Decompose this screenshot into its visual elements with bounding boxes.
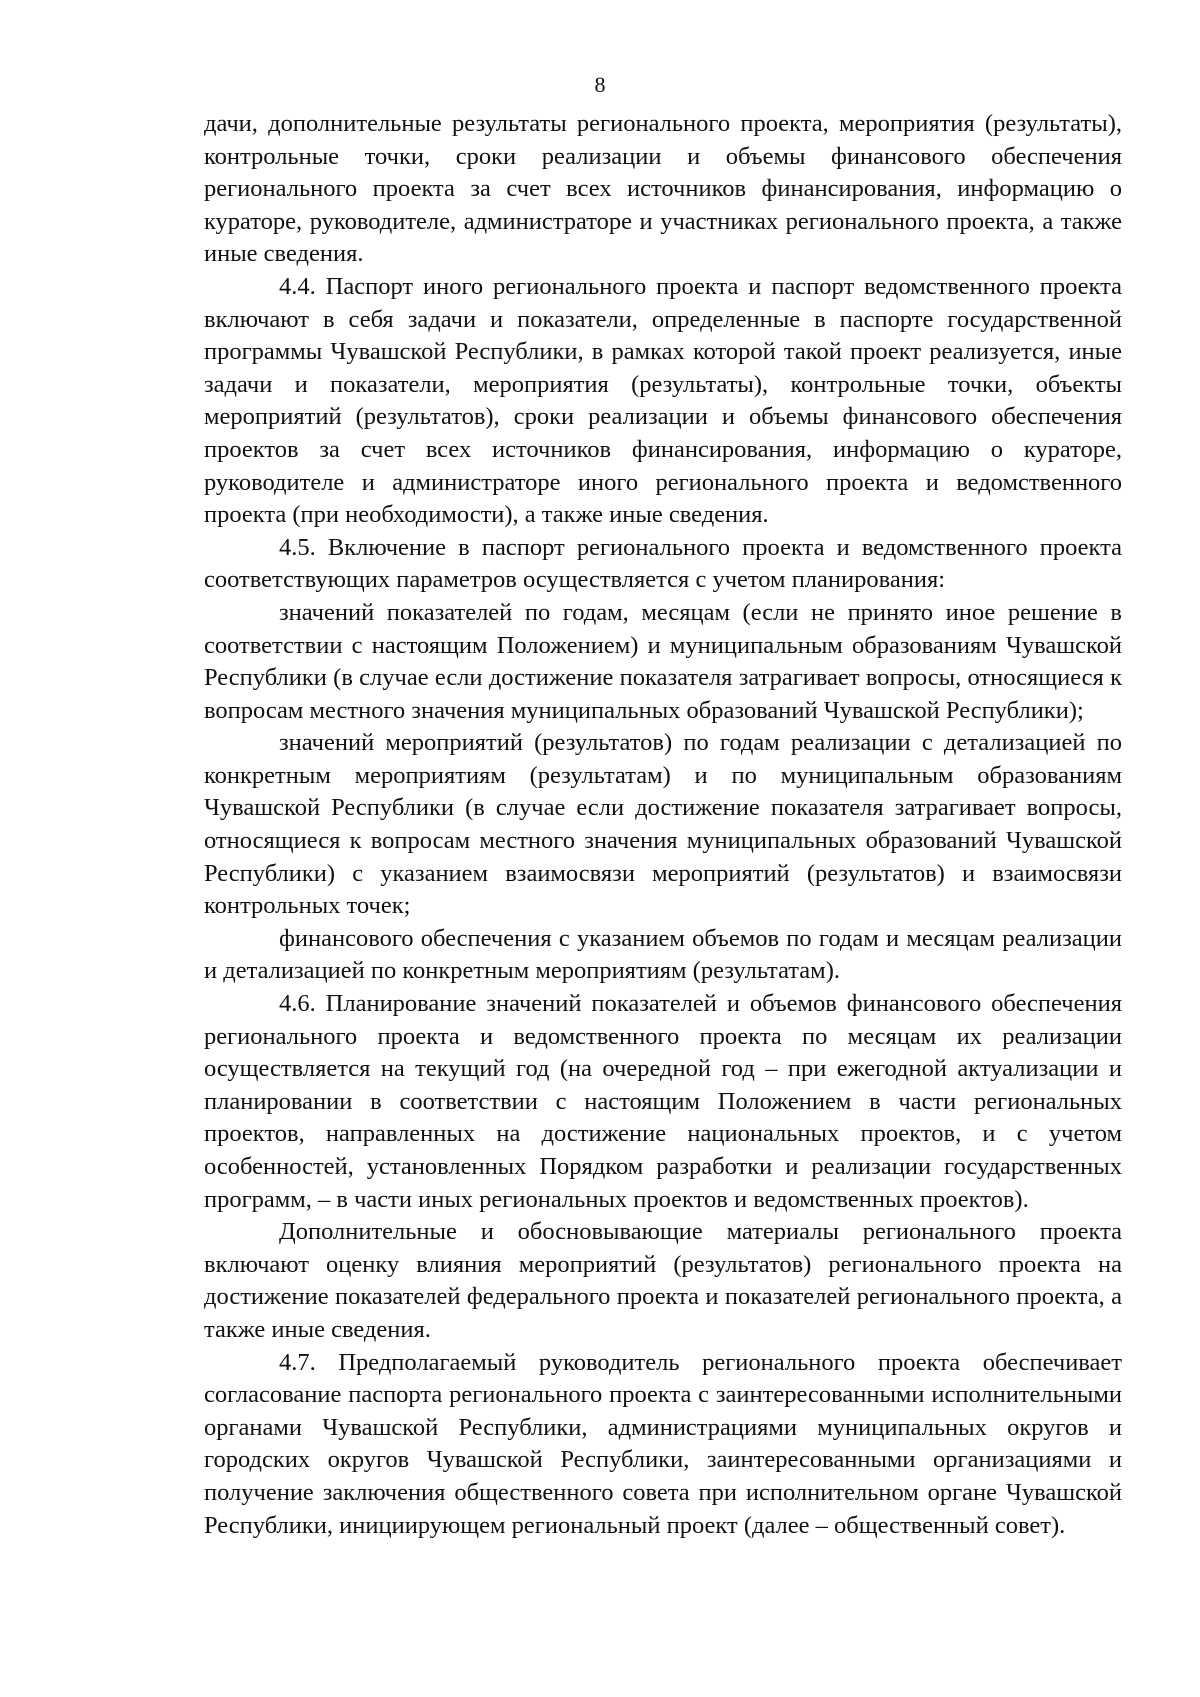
paragraph-4-5-activities: значений мероприятий (результатов) по годам реализации с детализацией по конкретным мероприятиям (результатам) и по муниципальным образованиям Чувашской Республики (в случае если достижение показателя затрагивает вопросы, относящиеся к вопросам местного значения муниципальных образований Чувашской Республики) с указанием взаимосвязи мероприятий (результатов) и взаимосвязи контрольных точек; <box>204 729 1122 920</box>
paragraph-4-7: 4.7. Предполагаемый руководитель регионального проекта обеспечивает согласование паспорта регионального проекта с заинтересованными исполнительными органами Чувашской Республики, администрациями муниципальных округов и городских округов Чувашской Республики, заинтересованными организациями и получение заключения общественного совета при исполнительном органе Чувашской Республики, инициирующем региональный проект (далее – общественный совет). <box>204 1348 1122 1539</box>
paragraph-4-6-materials: Дополнительные и обосновывающие материалы регионального проекта включают оценку влияния мероприятий (результатов) регионального проекта на достижение показателей федерального проекта и показателей регионального проекта, а также иные сведения. <box>204 1218 1122 1343</box>
paragraph-4-4: 4.4. Паспорт иного регионального проекта и паспорт ведомственного проекта включают в себя задачи и показатели, определенные в паспорте государственной программы Чувашской Республики, в рамках которой такой проект реализуется, иные задачи и показатели, мероприятия (результаты), контрольные точки, объекты мероприятий (результатов), сроки реализации и объемы финансового обеспечения проектов за счет всех источников финансирования, информацию о кураторе, руководителе и администраторе иного регионального проекта и ведомственного проекта (при необходимости), а также иные сведения. <box>204 272 1122 529</box>
paragraph-4-5-indicators: значений показателей по годам, месяцам (если не принято иное решение в соответствии с настоящим Положением) и муниципальным образованиям Чувашской Республики (в случае если достижение показателя затрагивает вопросы, относящиеся к вопросам местного значения муниципальных образований Чувашской Республики); <box>204 598 1122 724</box>
document-body <box>204 108 1122 1542</box>
paragraph-4-6: 4.6. Планирование значений показателей и объемов финансового обеспечения регионального проекта и ведомственного проекта по месяцам их реализации осуществляется на текущий год (на очередной год – при ежегодной актуализации и планировании в соответствии с настоящим Положением в части региональных проектов, направленных на достижение национальных проектов, и с учетом особенностей, установленных Порядком разработки и реализации государственных программ, – в части иных региональных проектов и ведомственных проектов). <box>204 990 1122 1213</box>
page-number: 8 <box>594 72 606 97</box>
paragraph-4-5-financing: финансового обеспечения с указанием объемов по годам и месяцам реализации и детализацией по конкретным мероприятиям (результатам). <box>204 924 1122 985</box>
paragraph-4-5: 4.5. Включение в паспорт регионального проекта и ведомственного проекта соответствующих параметров осуществляется с учетом планирования: <box>204 533 1122 594</box>
paragraph-continuation: дачи, дополнительные результаты регионального проекта, мероприятия (результаты), контрольные точки, сроки реализации и объемы финансового обеспечения регионального проекта за счет всех источников финансирования, информацию о кураторе, руководителе, администраторе и участниках регионального проекта, а также иные сведения. <box>204 110 1122 268</box>
